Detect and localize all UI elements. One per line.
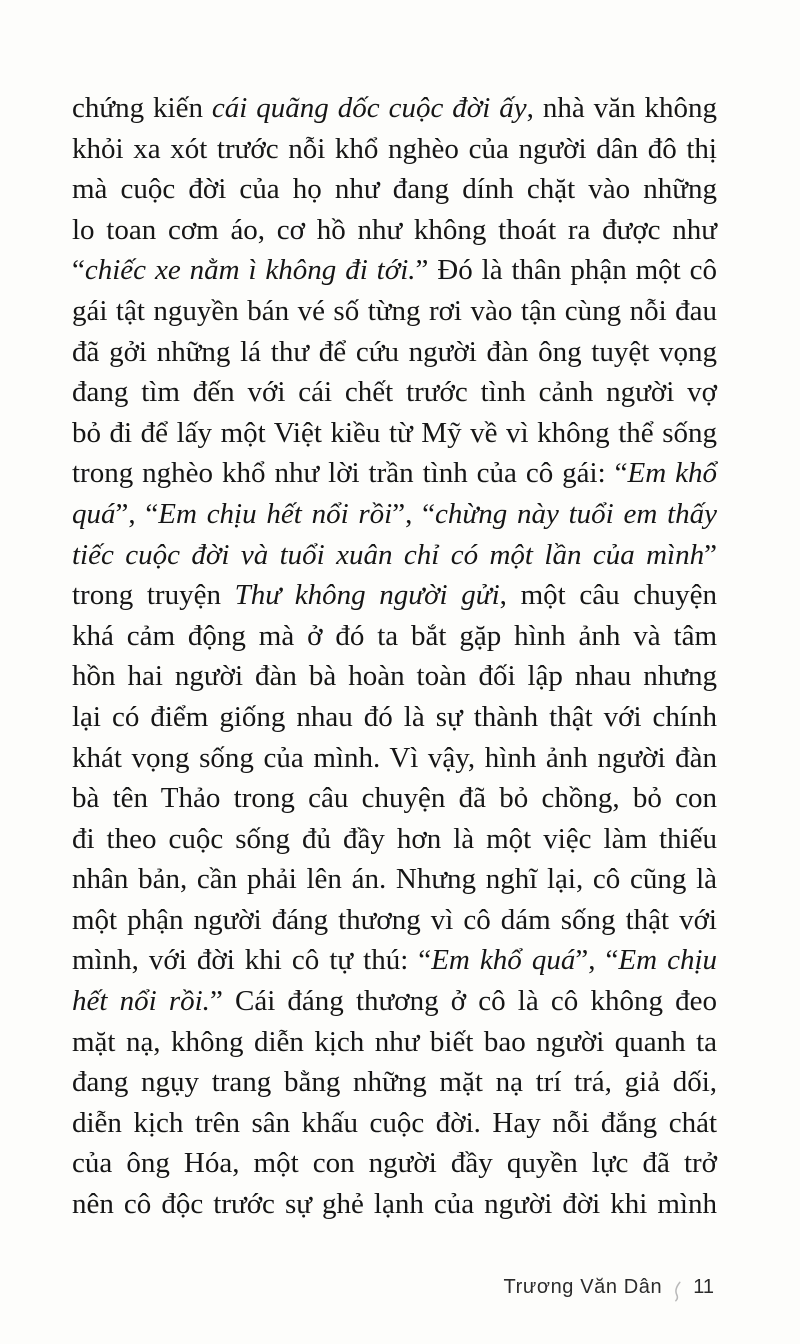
text-line: [72, 697, 717, 738]
italic-text-segment: Em chịu hết nổi rồi: [158, 497, 393, 530]
text-segment: mình, với đời khi cô tự thú: “: [72, 944, 432, 977]
text-segment: một phận người đáng thương vì cô dám sống thật với: [72, 903, 717, 936]
text-segment: ”, “: [115, 497, 159, 530]
text-line: [72, 900, 717, 941]
text-segment: nên cô độc trước sự ghẻ lạnh của người đời khi mình: [72, 1188, 717, 1221]
text-line: [72, 250, 717, 291]
text-segment: của ông Hóa, một con người đầy quyền lực đã trở: [72, 1147, 717, 1180]
text-line: [72, 981, 717, 1022]
text-line: [72, 169, 717, 210]
text-segment: ” Đó là thân phận một cô: [415, 254, 717, 287]
italic-text-segment: Thư không người gửi: [234, 579, 500, 612]
italic-text-segment: Em chịu: [618, 944, 718, 977]
text-line: [72, 819, 717, 860]
text-line: [72, 1103, 717, 1144]
text-segment: gái tật nguyền bán vé số từng rơi vào tận cùng nỗi đau: [72, 294, 717, 327]
text-line: [72, 413, 717, 454]
text-line: [72, 1062, 717, 1103]
text-segment: lo toan cơm áo, cơ hồ như không thoát ra được như: [72, 213, 717, 246]
text-segment: ”, “: [392, 497, 436, 530]
author-name: Trương Văn Dân: [503, 1276, 663, 1298]
text-segment: trong truyện: [72, 579, 235, 612]
italic-text-segment: chừng này tuổi em thấy: [435, 497, 717, 530]
text-line: [72, 1022, 717, 1063]
text-segment: ”, “: [575, 944, 619, 977]
text-line: [72, 859, 717, 900]
text-segment: ”: [704, 538, 717, 571]
italic-text-segment: chiếc xe nằm ì không đi tới.: [84, 254, 416, 287]
text-line: [72, 575, 717, 616]
text-line: [72, 1143, 717, 1184]
text-segment: đang tìm đến với cái chết trước tình cảnh người vợ: [72, 376, 717, 409]
text-segment: ” Cái đáng thương ở cô là cô không đeo: [209, 985, 717, 1018]
text-segment: khỏi xa xót trước nỗi khổ nghèo của người dân đô thị: [72, 132, 717, 165]
text-segment: diễn kịch trên sân khấu cuộc đời. Hay nỗi đắng chát: [72, 1106, 717, 1139]
text-line: [72, 210, 717, 251]
text-line: [72, 372, 717, 413]
page-number: 11: [693, 1276, 714, 1298]
italic-text-segment: quá: [72, 497, 116, 530]
text-segment: trong nghèo khổ như lời trần tình của cô gái: “: [72, 457, 628, 490]
text-line: [72, 738, 717, 779]
text-segment: bà tên Thảo trong câu chuyện đã bỏ chồng, bỏ con: [72, 782, 717, 815]
italic-text-segment: Em khổ: [627, 457, 717, 490]
text-segment: đang ngụy trang bằng những mặt nạ trí trá, giả dối,: [72, 1066, 717, 1099]
text-line: [72, 291, 717, 332]
text-line: [72, 778, 717, 819]
text-segment: mặt nạ, không diễn kịch như biết bao người quanh ta: [72, 1025, 717, 1058]
italic-text-segment: hết nổi rồi.: [72, 985, 210, 1018]
italic-text-segment: Em khổ quá: [431, 944, 576, 977]
text-segment: bỏ đi để lấy một Việt kiều từ Mỹ về vì không thể sống: [72, 416, 717, 449]
text-line: [72, 453, 717, 494]
text-segment: nhân bản, cần phải lên án. Nhưng nghĩ lại, cô cũng là: [72, 863, 717, 896]
text-segment: “: [72, 254, 85, 287]
text-segment: lại có điểm giống nhau đó là sự thành thật với chính: [72, 700, 717, 733]
italic-text-segment: cái quãng dốc cuộc đời ấy: [211, 92, 527, 124]
text-segment: khá cảm động mà ở đó ta bắt gặp hình ảnh và tâm: [72, 619, 717, 652]
text-line: [72, 494, 717, 535]
text-line: [72, 535, 717, 576]
text-segment: chứng kiến: [72, 92, 212, 124]
text-line: [72, 656, 717, 697]
page-footer: [504, 1276, 714, 1299]
text-segment: mà cuộc đời của họ như đang dính chặt vào những: [72, 173, 717, 206]
italic-text-segment: tiếc cuộc đời và tuổi xuân chỉ có một lần của mình: [72, 538, 705, 571]
body-text: [72, 88, 717, 1225]
text-line: [72, 1184, 717, 1225]
text-segment: , nhà văn không: [526, 92, 717, 124]
text-line: [72, 940, 717, 981]
text-segment: đã gởi những lá thư để cứu người đàn ông tuyệt vọng: [72, 335, 717, 368]
text-segment: đi theo cuộc sống đủ đầy hơn là một việc làm thiếu: [72, 822, 717, 855]
text-line: [72, 88, 717, 129]
text-segment: hồn hai người đàn bà hoàn toàn đối lập nhau nhưng: [72, 660, 717, 693]
text-line: [72, 616, 717, 657]
text-segment: khát vọng sống của mình. Vì vậy, hình ảnh người đàn: [72, 741, 717, 774]
text-line: [72, 332, 717, 373]
text-line: [72, 129, 717, 170]
text-segment: , một câu chuyện: [499, 579, 717, 612]
leaf-ornament-icon: [672, 1277, 683, 1298]
